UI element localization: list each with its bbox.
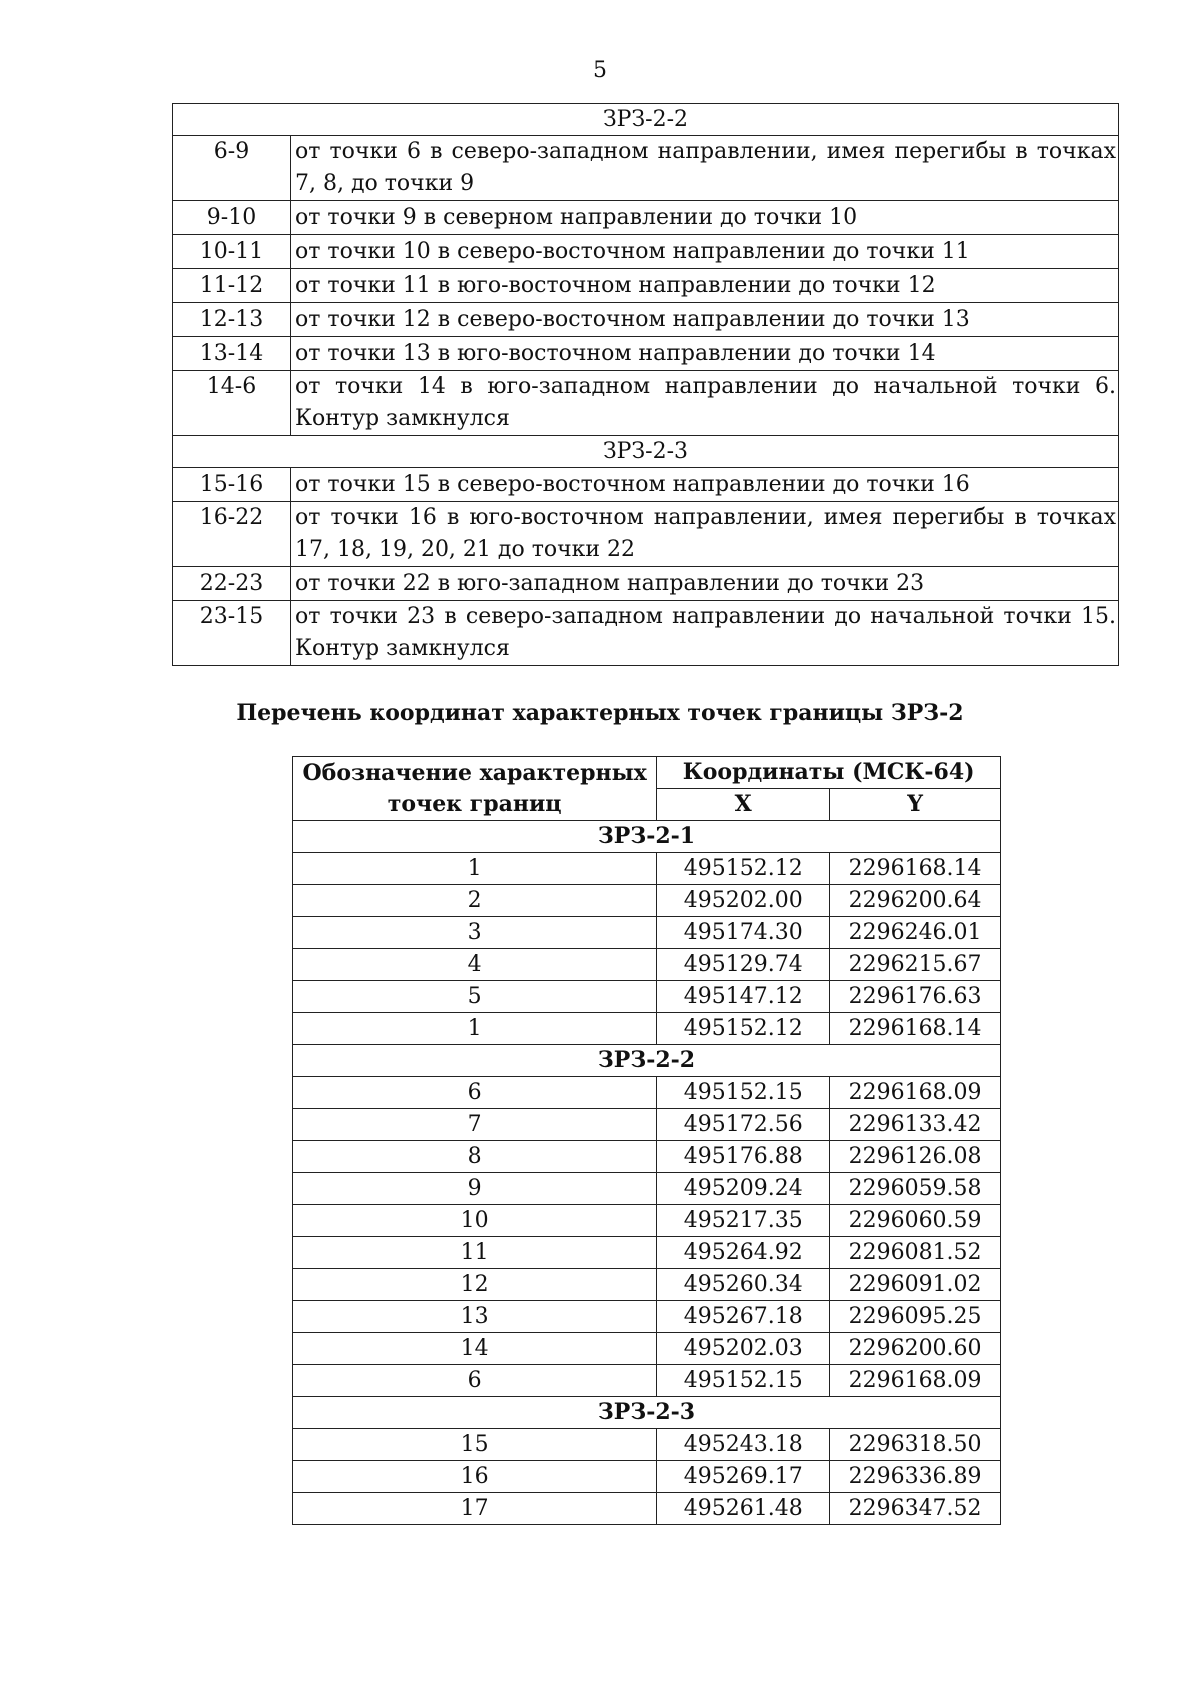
table-row [293, 1013, 1001, 1045]
segment-description: от точки 23 в северо-западном направлении до начальной точки 15. Контур замкнулся [291, 601, 1119, 666]
cell-point: 4 [293, 949, 657, 981]
section-row [293, 1397, 1001, 1429]
table-row [293, 1365, 1001, 1397]
cell-point: 3 [293, 917, 657, 949]
table-row [293, 1109, 1001, 1141]
segment-description: от точки 22 в юго-западном направлении до точки 23 [291, 567, 1119, 601]
segment-description: от точки 12 в северо-восточном направлении до точки 13 [291, 303, 1119, 337]
cell-y: 2296200.64 [830, 885, 1001, 917]
cell-x: 495129.74 [657, 949, 830, 981]
coordinates-table [292, 756, 1001, 1525]
section-row [173, 104, 1119, 136]
table-row [293, 1269, 1001, 1301]
cell-x: 495260.34 [657, 1269, 830, 1301]
table-row [293, 1141, 1001, 1173]
section-title: ЗРЗ-2-3 [173, 436, 1119, 468]
cell-x: 495267.18 [657, 1301, 830, 1333]
segment-code: 11-12 [173, 269, 291, 303]
cell-point: 12 [293, 1269, 657, 1301]
segment-code: 15-16 [173, 468, 291, 502]
cell-y: 2296168.09 [830, 1077, 1001, 1109]
cell-x: 495176.88 [657, 1141, 830, 1173]
cell-point: 11 [293, 1237, 657, 1269]
table-row [293, 1077, 1001, 1109]
cell-y: 2296246.01 [830, 917, 1001, 949]
cell-y: 2296126.08 [830, 1141, 1001, 1173]
cell-y: 2296336.89 [830, 1461, 1001, 1493]
section-title: ЗРЗ-2-2 [173, 104, 1119, 136]
table-row [293, 1301, 1001, 1333]
cell-x: 495209.24 [657, 1173, 830, 1205]
table-row [173, 269, 1119, 303]
cell-point: 9 [293, 1173, 657, 1205]
cell-x: 495264.92 [657, 1237, 830, 1269]
segment-code: 23-15 [173, 601, 291, 666]
cell-y: 2296347.52 [830, 1493, 1001, 1525]
section-title: ЗРЗ-2-1 [293, 821, 1001, 853]
cell-y: 2296133.42 [830, 1109, 1001, 1141]
cell-point: 6 [293, 1077, 657, 1109]
table-row [173, 303, 1119, 337]
segment-code: 6-9 [173, 136, 291, 201]
segment-description: от точки 13 в юго-восточном направлении до точки 14 [291, 337, 1119, 371]
table-row [293, 853, 1001, 885]
cell-x: 495147.12 [657, 981, 830, 1013]
header-points: Обозначение характерных точек границ [293, 757, 657, 821]
segment-description: от точки 16 в юго-восточном направлении, имея перегибы в точках 17, 18, 19, 20, 21 до точки 22 [291, 502, 1119, 567]
section-row [293, 1045, 1001, 1077]
cell-x: 495269.17 [657, 1461, 830, 1493]
segment-description: от точки 11 в юго-восточном направлении до точки 12 [291, 269, 1119, 303]
cell-y: 2296176.63 [830, 981, 1001, 1013]
section-row [173, 436, 1119, 468]
cell-x: 495152.12 [657, 1013, 830, 1045]
table-row [173, 201, 1119, 235]
cell-y: 2296215.67 [830, 949, 1001, 981]
segment-code: 14-6 [173, 371, 291, 436]
cell-x: 495152.15 [657, 1077, 830, 1109]
cell-point: 17 [293, 1493, 657, 1525]
cell-y: 2296318.50 [830, 1429, 1001, 1461]
segment-code: 22-23 [173, 567, 291, 601]
cell-y: 2296081.52 [830, 1237, 1001, 1269]
segment-code: 13-14 [173, 337, 291, 371]
cell-point: 1 [293, 853, 657, 885]
segment-code: 16-22 [173, 502, 291, 567]
table-row [173, 567, 1119, 601]
cell-x: 495202.00 [657, 885, 830, 917]
table-row [293, 1461, 1001, 1493]
cell-y: 2296168.09 [830, 1365, 1001, 1397]
segment-code: 10-11 [173, 235, 291, 269]
segment-description: от точки 6 в северо-западном направлении, имея перегибы в точках 7, 8, до точки 9 [291, 136, 1119, 201]
table-row [173, 601, 1119, 666]
table-row [293, 1429, 1001, 1461]
table-row [173, 337, 1119, 371]
cell-point: 10 [293, 1205, 657, 1237]
cell-y: 2296200.60 [830, 1333, 1001, 1365]
cell-point: 5 [293, 981, 657, 1013]
cell-y: 2296168.14 [830, 853, 1001, 885]
table-row [173, 136, 1119, 201]
table-row [293, 917, 1001, 949]
cell-y: 2296095.25 [830, 1301, 1001, 1333]
cell-x: 495243.18 [657, 1429, 830, 1461]
cell-y: 2296059.58 [830, 1173, 1001, 1205]
section-row [293, 821, 1001, 853]
page-number: 5 [593, 58, 607, 83]
cell-point: 15 [293, 1429, 657, 1461]
cell-x: 495172.56 [657, 1109, 830, 1141]
section-title: ЗРЗ-2-3 [293, 1397, 1001, 1429]
cell-point: 2 [293, 885, 657, 917]
segment-code: 12-13 [173, 303, 291, 337]
cell-point: 14 [293, 1333, 657, 1365]
boundary-description-table [172, 103, 1119, 666]
cell-point: 7 [293, 1109, 657, 1141]
table-row [173, 235, 1119, 269]
coordinates-table-title: Перечень координат характерных точек границы ЗРЗ-2 [236, 700, 964, 726]
cell-x: 495174.30 [657, 917, 830, 949]
cell-y: 2296168.14 [830, 1013, 1001, 1045]
segment-description: от точки 14 в юго-западном направлении до начальной точки 6. Контур замкнулся [291, 371, 1119, 436]
table-row [173, 468, 1119, 502]
cell-y: 2296091.02 [830, 1269, 1001, 1301]
cell-point: 13 [293, 1301, 657, 1333]
cell-point: 6 [293, 1365, 657, 1397]
table-row [173, 371, 1119, 436]
cell-x: 495152.15 [657, 1365, 830, 1397]
table-row [293, 1493, 1001, 1525]
segment-code: 9-10 [173, 201, 291, 235]
cell-point: 1 [293, 1013, 657, 1045]
segment-description: от точки 9 в северном направлении до точки 10 [291, 201, 1119, 235]
header-y: Y [830, 789, 1001, 821]
table-row [293, 1237, 1001, 1269]
cell-x: 495261.48 [657, 1493, 830, 1525]
segment-description: от точки 10 в северо-восточном направлении до точки 11 [291, 235, 1119, 269]
header-coordinates: Координаты (МСК-64) [657, 757, 1001, 789]
table-row [293, 885, 1001, 917]
cell-point: 8 [293, 1141, 657, 1173]
cell-x: 495202.03 [657, 1333, 830, 1365]
table-row [293, 1173, 1001, 1205]
table-row [293, 981, 1001, 1013]
cell-x: 495217.35 [657, 1205, 830, 1237]
table-row [293, 1205, 1001, 1237]
table-row [293, 1333, 1001, 1365]
section-title: ЗРЗ-2-2 [293, 1045, 1001, 1077]
cell-x: 495152.12 [657, 853, 830, 885]
table-row [293, 949, 1001, 981]
header-x: X [657, 789, 830, 821]
cell-y: 2296060.59 [830, 1205, 1001, 1237]
segment-description: от точки 15 в северо-восточном направлении до точки 16 [291, 468, 1119, 502]
table-row [173, 502, 1119, 567]
cell-point: 16 [293, 1461, 657, 1493]
